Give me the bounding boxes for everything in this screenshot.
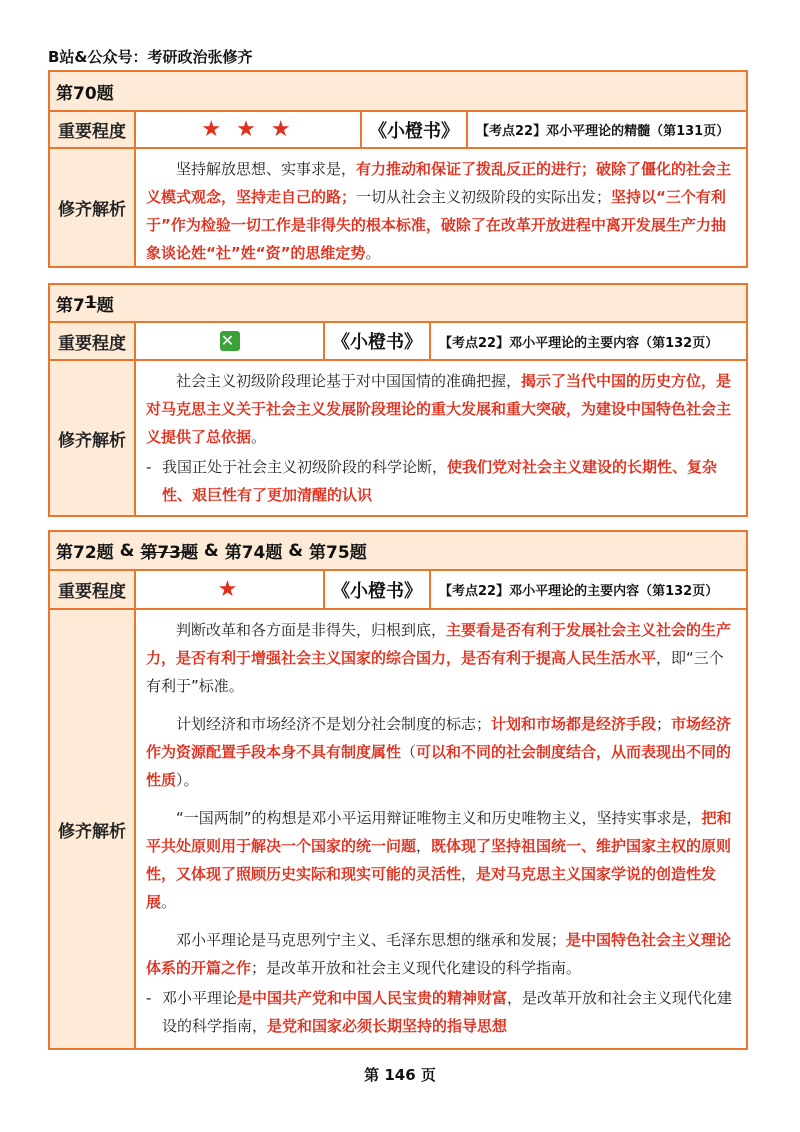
title-separator: & bbox=[282, 540, 310, 561]
highlighted-text: 把和平共处原则用于解决一个国家的统一问题 bbox=[146, 809, 732, 855]
analysis-paragraph bbox=[146, 804, 738, 916]
question-title-row bbox=[50, 285, 746, 323]
plain-text: ； bbox=[656, 715, 672, 733]
book-name: 《小橙书》 bbox=[325, 571, 431, 608]
analysis-label: 修齐解析 bbox=[50, 361, 136, 515]
analysis-paragraph bbox=[146, 926, 738, 982]
highlighted-text: 是中国特色社会主义理论体系的开篇之作 bbox=[146, 931, 732, 977]
analysis-paragraph bbox=[146, 367, 738, 451]
exam-point: 【考点22】邓小平理论的主要内容（第132页） bbox=[439, 335, 719, 351]
question-70-box bbox=[48, 70, 748, 268]
plain-text: 社会主义初级阶段理论基于对中国国情的准确把握， bbox=[176, 372, 522, 390]
exam-point: 【考点22】邓小平理论的精髓（第131页） bbox=[476, 124, 730, 139]
importance-row bbox=[50, 112, 746, 149]
question-number-suffix: 题 bbox=[96, 295, 114, 316]
book-name: 《小橙书》 bbox=[362, 112, 468, 147]
x-mark-icon: ✕ bbox=[220, 331, 239, 350]
plain-text: ， bbox=[461, 865, 477, 883]
highlighted-text: 市场经济作为资源配置手段本身不具有制度属性 bbox=[146, 715, 732, 761]
question-number-75: 第75题 bbox=[309, 543, 367, 563]
highlighted-text: 有力推动和保证了拨乱反正的进行；破除了僵化的社会主义模式观念，坚持走自己的路； bbox=[146, 160, 732, 206]
highlighted-text: 是中国共产党和中国人民宝贵的精神财富 bbox=[237, 989, 508, 1007]
question-title bbox=[50, 532, 746, 569]
question-title-row bbox=[50, 72, 746, 112]
plain-text: 。 bbox=[251, 428, 267, 446]
plain-text: （ bbox=[401, 743, 417, 761]
plain-text: ）。 bbox=[176, 771, 199, 789]
plain-text: ，即“三个有利于”标准。 bbox=[146, 649, 724, 695]
bullet-dash: - bbox=[146, 458, 152, 476]
plain-text: 坚持解放思想、实事求是， bbox=[176, 160, 357, 178]
question-number-prefix: 第7 bbox=[56, 295, 85, 316]
analysis-body bbox=[136, 610, 746, 1048]
plain-text: 。 bbox=[161, 893, 177, 911]
page-number: 第 146 页 bbox=[364, 1066, 436, 1084]
question-title bbox=[50, 285, 746, 321]
highlighted-text: 坚持以“三个有利于”作为检验一切工作是非得失的根本标准，破除了在改革开放进程中离开发展生产力抽象谈论姓“社”姓“资”的思维定势 bbox=[146, 188, 726, 262]
importance-stars: ★ ★ ★ bbox=[136, 112, 362, 147]
analysis-bullet bbox=[146, 984, 738, 1040]
highlighted-text: 使我们党对社会主义建设的长期性、复杂性、艰巨性有了更加清醒的认识 bbox=[162, 458, 718, 504]
question-72-75-box bbox=[48, 530, 748, 1050]
analysis-row bbox=[50, 361, 746, 515]
exam-point: 【考点22】邓小平理论的主要内容（第132页） bbox=[439, 584, 719, 599]
plain-text: ， bbox=[416, 837, 432, 855]
plain-text: 判断改革和各方面是非得失，归根到底， bbox=[176, 621, 447, 639]
analysis-paragraph bbox=[146, 155, 738, 267]
analysis-paragraph bbox=[146, 710, 738, 794]
analysis-row bbox=[50, 149, 746, 266]
bullet-text bbox=[162, 453, 738, 509]
plain-text: 。 bbox=[365, 244, 381, 262]
analysis-bullet bbox=[146, 453, 738, 509]
title-separator: & bbox=[198, 540, 225, 561]
importance-label: 重要程度 bbox=[50, 112, 136, 147]
plain-text: 邓小平理论 bbox=[162, 989, 238, 1007]
question-title-row bbox=[50, 532, 746, 571]
importance-level bbox=[136, 323, 325, 359]
question-title: 第70题 bbox=[50, 72, 746, 110]
importance-label: 重要程度 bbox=[50, 571, 136, 608]
plain-text: ，是改革开放和社会主义现代化建设的科学指南， bbox=[162, 989, 733, 1035]
question-number-72: 第72题 bbox=[56, 543, 114, 563]
plain-text: ；是改革开放和社会主义现代化建设的科学指南。 bbox=[251, 959, 582, 977]
question-number-struck: 1 bbox=[84, 293, 97, 313]
highlighted-text: 主要看是否有利于发展社会主义社会的生产力，是否有利于增强社会主义国家的综合国力，是否有利于提高人民生活水平 bbox=[146, 621, 732, 667]
plain-text: 我国正处于社会主义初级阶段的科学论断， bbox=[162, 458, 448, 476]
question-number-73: 第73题 bbox=[140, 543, 199, 563]
book-name: 《小橙书》 bbox=[325, 323, 431, 359]
analysis-paragraph bbox=[146, 616, 738, 700]
bullet-text bbox=[162, 984, 738, 1040]
highlighted-text: 揭示了当代中国的历史方位，是对马克思主义关于社会主义发展阶段理论的重大发展和重大突破，为建设中国特色社会主义提供了总依据 bbox=[146, 372, 732, 446]
importance-label: 重要程度 bbox=[50, 323, 136, 359]
plain-text: 邓小平理论是马克思列宁主义、毛泽东思想的继承和发展； bbox=[176, 931, 567, 949]
bullet-dash: - bbox=[146, 989, 152, 1007]
highlighted-text: 是对马克思主义国家学说的创造性发展 bbox=[146, 865, 717, 911]
highlighted-text: 可以和不同的社会制度结合，从而表现出不同的性质 bbox=[146, 743, 732, 789]
plain-text: 一切从社会主义初级阶段的实际出发； bbox=[356, 188, 612, 206]
analysis-label: 修齐解析 bbox=[50, 610, 136, 1048]
plain-text: 计划经济和市场经济不是划分社会制度的标志； bbox=[176, 715, 492, 733]
highlighted-text: 既体现了坚持祖国统一、维护国家主权的原则性，又体现了照顾历史实际和现实可能的灵活性 bbox=[146, 837, 732, 883]
analysis-label: 修齐解析 bbox=[50, 149, 136, 266]
importance-row bbox=[50, 571, 746, 610]
title-separator: & bbox=[113, 540, 141, 561]
highlighted-text: 是党和国家必须长期坚持的指导思想 bbox=[267, 1017, 508, 1035]
importance-row bbox=[50, 323, 746, 361]
question-71-box bbox=[48, 283, 748, 517]
analysis-row bbox=[50, 610, 746, 1048]
analysis-body bbox=[136, 149, 746, 266]
highlighted-text: 计划和市场都是经济手段 bbox=[491, 715, 657, 733]
plain-text: “一国两制”的构想是邓小平运用辩证唯物主义和历史唯物主义，坚持实事求是， bbox=[176, 809, 702, 827]
source-header: B站&公众号：考研政治张修齐 bbox=[48, 48, 253, 66]
question-number-74: 第74题 bbox=[224, 543, 283, 563]
analysis-body bbox=[136, 361, 746, 515]
importance-stars: ★ bbox=[136, 571, 325, 608]
